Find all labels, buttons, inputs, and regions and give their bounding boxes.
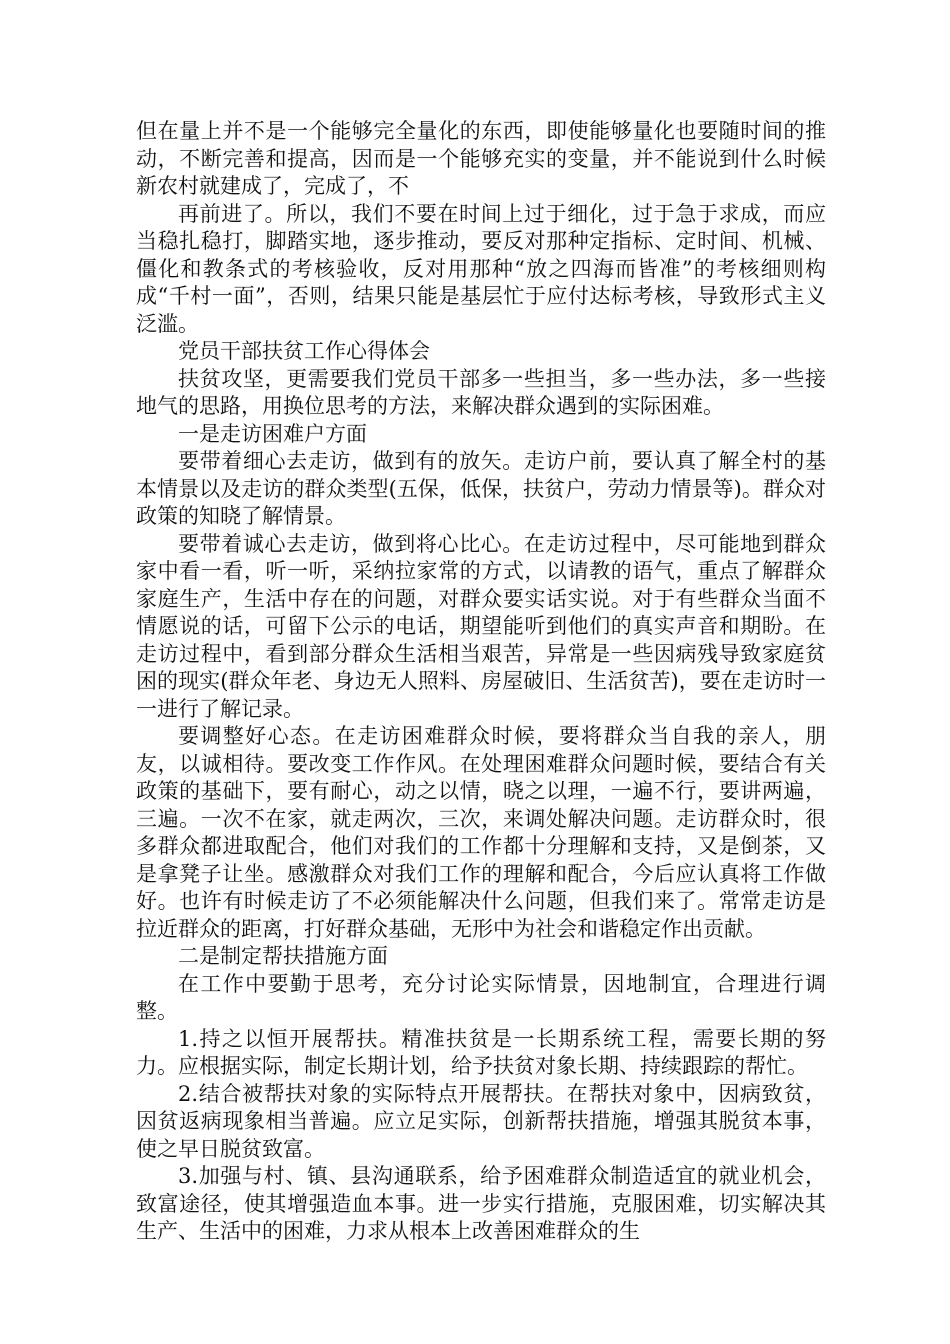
section-title: 党员干部扶贫工作心得体会 (178, 339, 430, 363)
paragraph-visit-care: 要带着细心去走访，做到有的放矢。走访户前，要认真了解全村的基本情景以及走访的群众类型(五保，低保，扶贫户，劳动力情景等)。群众对政策的知晓了解情景。 (136, 449, 826, 528)
subheading-measures: 二是制定帮扶措施方面 (178, 944, 388, 968)
paragraph-measure-3: 3.加强与村、镇、县沟通联系，给予困难群众制造适宜的就业机会，致富途径，使其增强造血本事。进一步实行措施，克服困难，切实解决其生产、生活中的困难，力求从根本上改善困难群众的生 (136, 1164, 826, 1243)
paragraph-measure-1: 1.持之以恒开展帮扶。精准扶贫是一长期系统工程，需要长期的努力。应根据实际，制定长期计划，给予扶贫对象长期、持续跟踪的帮忙。 (136, 1026, 826, 1078)
paragraph-intro: 扶贫攻坚，更需要我们党员干部多一些担当，多一些办法，多一些接地气的思路，用换位思考的方法，来解决群众遇到的实际困难。 (136, 366, 826, 418)
paragraph-measures-intro: 在工作中要勤于思考，充分讨论实际情景，因地制宜，合理进行调整。 (136, 971, 826, 1023)
paragraph-visit-sincerity: 要带着诚心去走访，做到将心比心。在走访过程中，尽可能地到群众家中看一看，听一听，采纳拉家常的方式，以请教的语气，重点了解群众家庭生产，生活中存在的问题，对群众要实话实说。对于有些群众当面不情愿说的话，可留下公示的电话，期望能听到他们的真实声音和期盼。在走访过程中，看到部分群众生活相当艰苦，异常是一些因病残导致家庭贫困的现实(群众年老、身边无人照料、房屋破旧、生活贫苦)，要在走访时一一进行了解记录。 (136, 531, 826, 721)
paragraph-measure-2: 2.结合被帮扶对象的实际特点开展帮扶。在帮扶对象中，因病致贫，因贫返病现象相当普遍。应立足实际，创新帮扶措施，增强其脱贫本事，使之早日脱贫致富。 (136, 1081, 826, 1161)
paragraph-1: 但在量上并不是一个能够完全量化的东西，即使能够量化也要随时间的推动，不断完善和提高，因而是一个能够充实的变量，并不能说到什么时候新农村就建成了，完成了，不 (136, 119, 826, 198)
subheading-visits: 一是走访困难户方面 (178, 421, 367, 446)
paragraph-attitude: 要调整好心态。在走访困难群众时候，要将群众当自我的亲人，朋友，以诚相待。要改变工作作风。在处理困难群众问题时候，要结合有关政策的基础下，要有耐心，动之以情，晓之以理，一遍不行，要讲两遍，三遍。一次不在家，就走两次，三次，来调处解决问题。走访群众时，很多群众都进取配合，他们对我们的工作都十分理解和支持，又是倒茶，又是拿凳子让坐。感激群众对我们工作的理解和配合，今后应认真将工作做好。也许有时候走访了不必须能解决什么问题，但我们来了。常常走访是拉近群众的距离，打好群众基础，无形中为社会和谐稳定作出贡献。 (136, 724, 826, 941)
paragraph-2: 再前进了。所以，我们不要在时间上过于细化，过于急于求成，而应当稳扎稳打，脚踏实地，逐步推动，要反对那种定指标、定时间、机械、僵化和教条式的考核验收，反对用那种“放之四海而皆准”的考核细则构成“千村一面”，否则，结果只能是基层忙于应付达标考核，导致形式主义泛滥。 (136, 201, 826, 336)
document-page (136, 118, 826, 1246)
